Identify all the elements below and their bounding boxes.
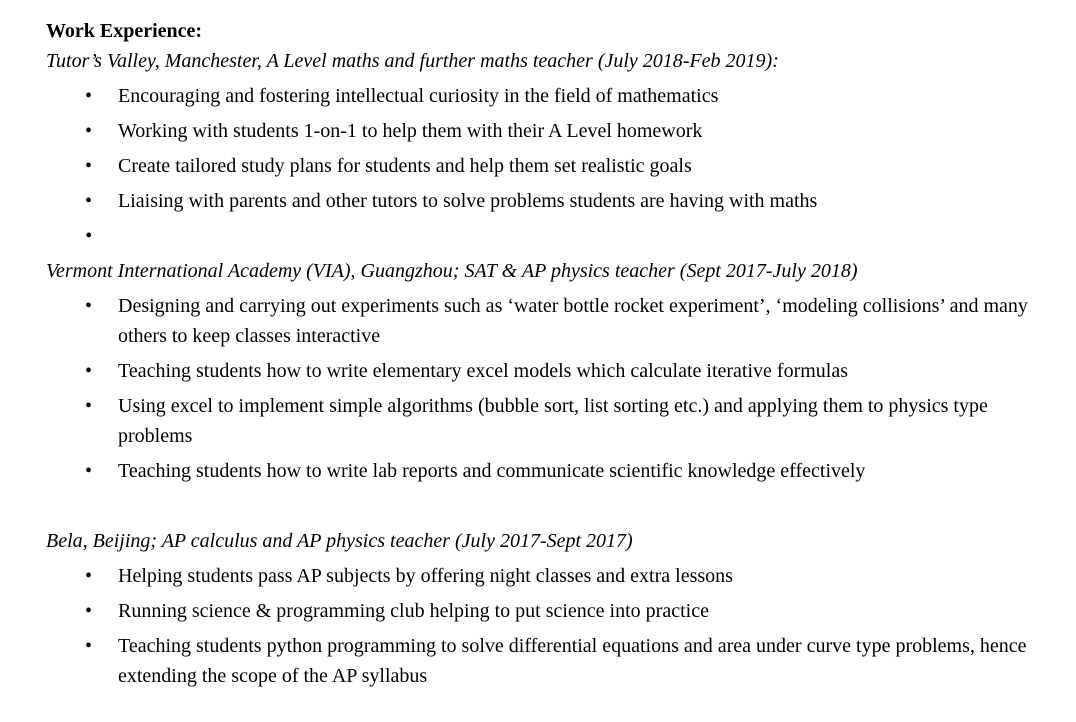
bullet-icon: •: [85, 600, 93, 622]
bullet-icon: •: [85, 85, 93, 107]
bullet-item-empty: [46, 221, 1037, 251]
bullet-icon: •: [85, 565, 93, 587]
job-title-vermont-academy: Vermont International Academy (VIA), Guangzhou; SAT & AP physics teacher (Sept 2017-July 2018): [46, 260, 858, 282]
bullet-item: [46, 186, 1037, 216]
bullet-text: Liaising with parents and other tutors to solve problems students are having with maths: [118, 190, 818, 212]
bullet-item: [46, 561, 1037, 591]
bullet-icon: •: [85, 635, 93, 657]
bullet-icon: •: [85, 120, 93, 142]
bullet-item: [46, 391, 1037, 451]
bullet-icon: •: [85, 460, 93, 482]
bullet-text: Teaching students how to write lab reports and communicate scientific knowledge effectively: [118, 460, 866, 482]
bullet-text: Teaching students python programming to solve differential equations and area under curve type problems, hence extending the scope of the AP syllabus: [118, 635, 1027, 687]
bullet-text: Designing and carrying out experiments such as ‘water bottle rocket experiment’, ‘modeling collisions’ and many others to keep classes interactive: [118, 295, 1028, 347]
work-experience-heading: Work Experience:: [46, 20, 203, 42]
bullet-icon: •: [85, 395, 93, 417]
bullet-list-vermont-academy: [46, 291, 1037, 486]
blank-line-spacer: [46, 491, 1037, 526]
bullet-item: [46, 81, 1037, 111]
bullet-item: [46, 456, 1037, 486]
bullet-icon: •: [85, 225, 93, 247]
bullet-text: Encouraging and fostering intellectual curiosity in the field of mathematics: [118, 85, 719, 107]
bullet-text: Working with students 1-on-1 to help them with their A Level homework: [118, 120, 703, 142]
bullet-text: Running science & programming club helping to put science into practice: [118, 600, 709, 622]
bullet-text: Helping students pass AP subjects by offering night classes and extra lessons: [118, 565, 733, 587]
bullet-text: Using excel to implement simple algorithms (bubble sort, list sorting etc.) and applying them to physics type problems: [118, 395, 988, 447]
bullet-text: Create tailored study plans for students and help them set realistic goals: [118, 155, 692, 177]
bullet-icon: •: [85, 360, 93, 382]
bullet-item: [46, 151, 1037, 181]
bullet-text: Teaching students how to write elementary excel models which calculate iterative formulas: [118, 360, 848, 382]
bullet-item: [46, 596, 1037, 626]
bullet-item: [46, 631, 1037, 691]
bullet-icon: •: [85, 295, 93, 317]
bullet-item: [46, 291, 1037, 351]
job-title-bela: Bela, Beijing; AP calculus and AP physics teacher (July 2017-Sept 2017): [46, 530, 633, 552]
bullet-list-bela: [46, 561, 1037, 691]
bullet-item: [46, 116, 1037, 146]
bullet-icon: •: [85, 155, 93, 177]
job-title-tutors-valley: Tutor’s Valley, Manchester, A Level maths and further maths teacher (July 2018-Feb 2019):: [46, 50, 779, 72]
bullet-icon: •: [85, 190, 93, 212]
bullet-item: [46, 356, 1037, 386]
bullet-list-tutors-valley: [46, 81, 1037, 251]
